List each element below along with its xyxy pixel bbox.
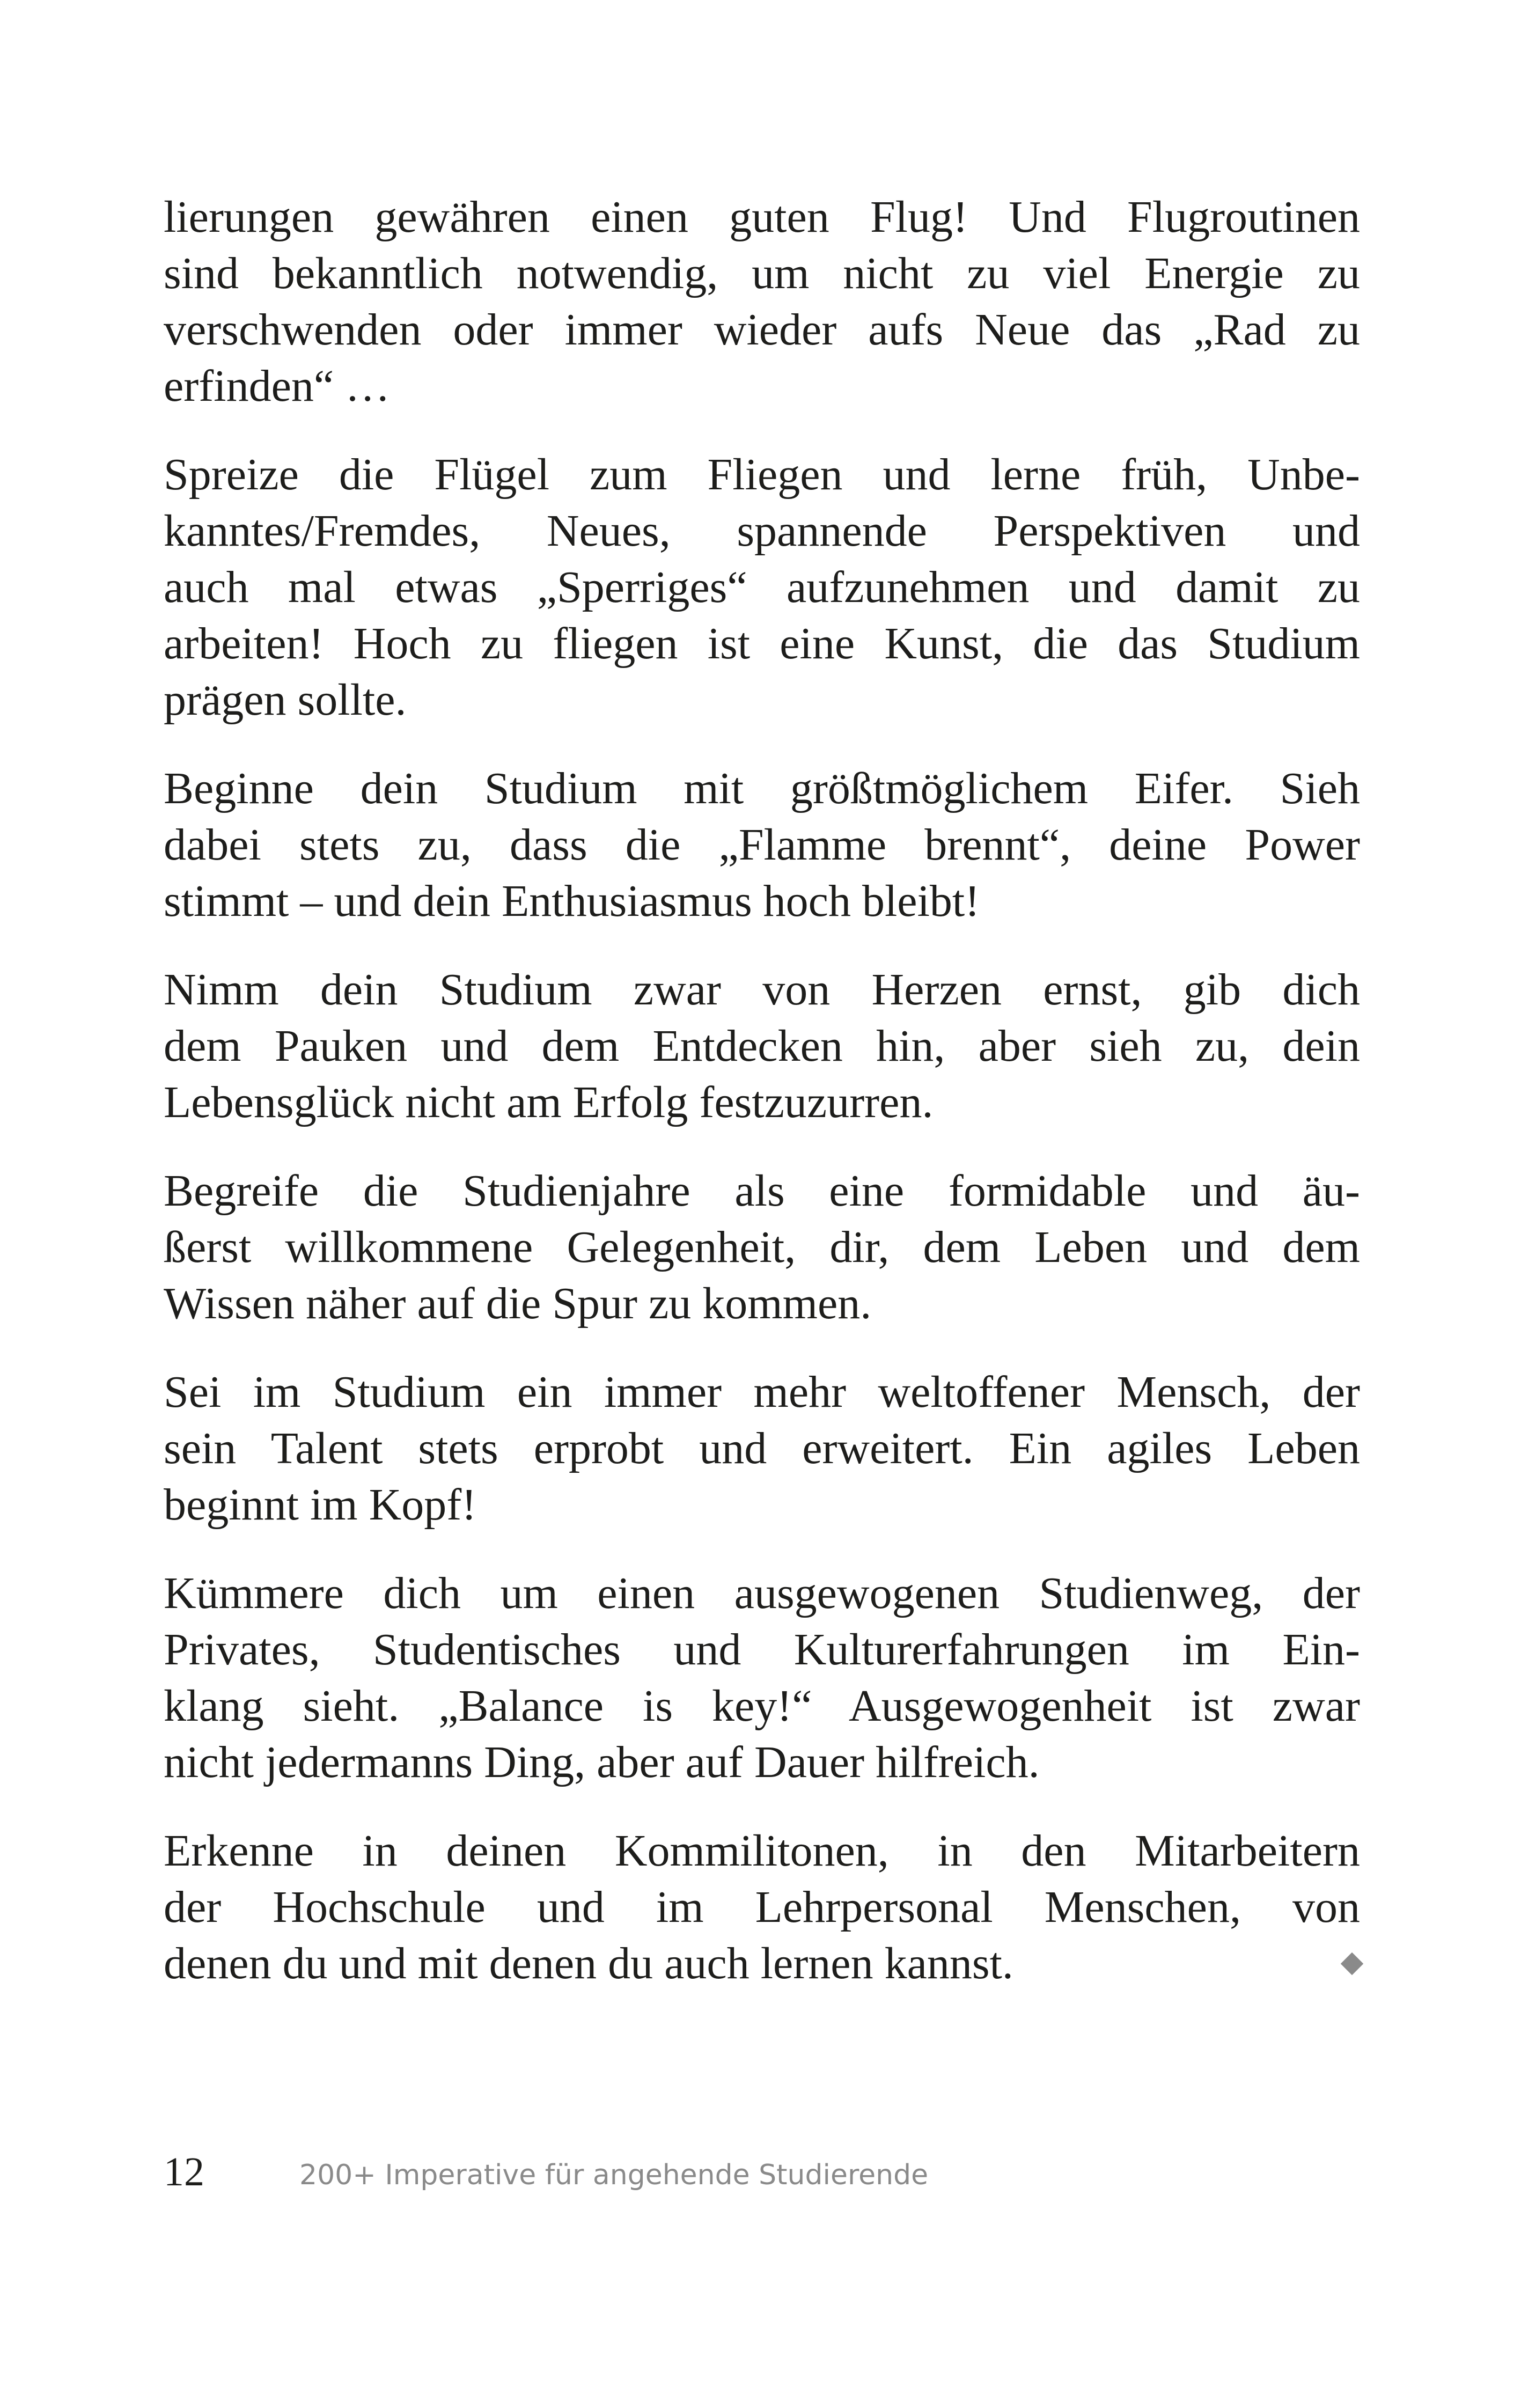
- text-line: denen du und mit denen du auch lernen kannst.: [164, 1939, 1013, 1988]
- text-line: Begreife die Studienjahre als eine formidable und äu-: [164, 1166, 1360, 1216]
- text-line: sind bekanntlich notwendig, um nicht zu viel Energie zu: [164, 248, 1360, 298]
- text-line: der Hochschule und im Lehrpersonal Menschen, von: [164, 1882, 1360, 1932]
- paragraph: [164, 1565, 1360, 1790]
- text-line: stimmt – und dein Enthusiasmus hoch bleibt!: [164, 876, 980, 926]
- paragraph: [164, 760, 1360, 929]
- paragraph-gap: [164, 414, 1360, 446]
- paragraph-gap: [164, 1790, 1360, 1823]
- text-line: Privates, Studentisches und Kulturerfahrungen im Ein-: [164, 1625, 1360, 1675]
- last-line-with-end-mark: [164, 1935, 1360, 1992]
- paragraph: [164, 1823, 1360, 1992]
- text-line: Nimm dein Studium zwar von Herzen ernst, gib dich: [164, 965, 1360, 1015]
- paragraph-gap: [164, 1130, 1360, 1163]
- paragraph: [164, 1163, 1360, 1332]
- text-line: sein Talent stets erprobt und erweitert. Ein agiles Leben: [164, 1423, 1360, 1473]
- text-line: lierungen gewähren einen guten Flug! Und Flugroutinen: [164, 192, 1360, 242]
- text-line: dabei stets zu, dass die „Flamme brennt“, deine Power: [164, 820, 1360, 870]
- paragraph: [164, 1364, 1360, 1533]
- text-line: Wissen näher auf die Spur zu kommen.: [164, 1279, 872, 1328]
- text-line: erfinden“ …: [164, 361, 391, 411]
- text-line: Lebensglück nicht am Erfolg festzuzurren.: [164, 1077, 934, 1127]
- text-line: nicht jedermanns Ding, aber auf Dauer hilfreich.: [164, 1737, 1040, 1787]
- text-line: beginnt im Kopf!: [164, 1480, 477, 1530]
- text-line: Sei im Studium ein immer mehr weltoffener Mensch, der: [164, 1367, 1360, 1417]
- text-line: Erkenne in deinen Kommilitonen, in den Mitarbeitern: [164, 1826, 1360, 1876]
- page-number: 12: [164, 2149, 204, 2194]
- text-line: dem Pauken und dem Entdecken hin, aber sieh zu, dein: [164, 1021, 1360, 1071]
- paragraph: [164, 446, 1360, 728]
- text-line: prägen sollte.: [164, 675, 407, 725]
- text-line: klang sieht. „Balance is key!“ Ausgewogenheit ist zwar: [164, 1681, 1360, 1731]
- text-line: verschwenden oder immer wieder aufs Neue das „Rad zu: [164, 305, 1360, 355]
- text-line: auch mal etwas „Sperriges“ aufzunehmen und damit zu: [164, 562, 1360, 612]
- text-line: Beginne dein Studium mit größtmöglichem Eifer. Sieh: [164, 763, 1360, 813]
- paragraph-gap: [164, 929, 1360, 961]
- paragraph-gap: [164, 1533, 1360, 1565]
- paragraph-gap: [164, 1332, 1360, 1364]
- text-line: Kümmere dich um einen ausgewogenen Studienweg, der: [164, 1568, 1360, 1618]
- running-title: 200+ Imperative für angehende Studierende: [299, 2159, 929, 2191]
- paragraph: [164, 189, 1360, 414]
- text-line: Spreize die Flügel zum Fliegen und lerne früh, Unbe-: [164, 450, 1360, 500]
- body-text: [164, 189, 1360, 1992]
- text-line: ßerst willkommene Gelegenheit, dir, dem Leben und dem: [164, 1222, 1360, 1272]
- paragraph: [164, 961, 1360, 1130]
- text-line: arbeiten! Hoch zu fliegen ist eine Kunst, die das Studium: [164, 619, 1360, 669]
- text-line: kanntes/Fremdes, Neues, spannende Perspektiven und: [164, 506, 1360, 556]
- paragraph-gap: [164, 728, 1360, 760]
